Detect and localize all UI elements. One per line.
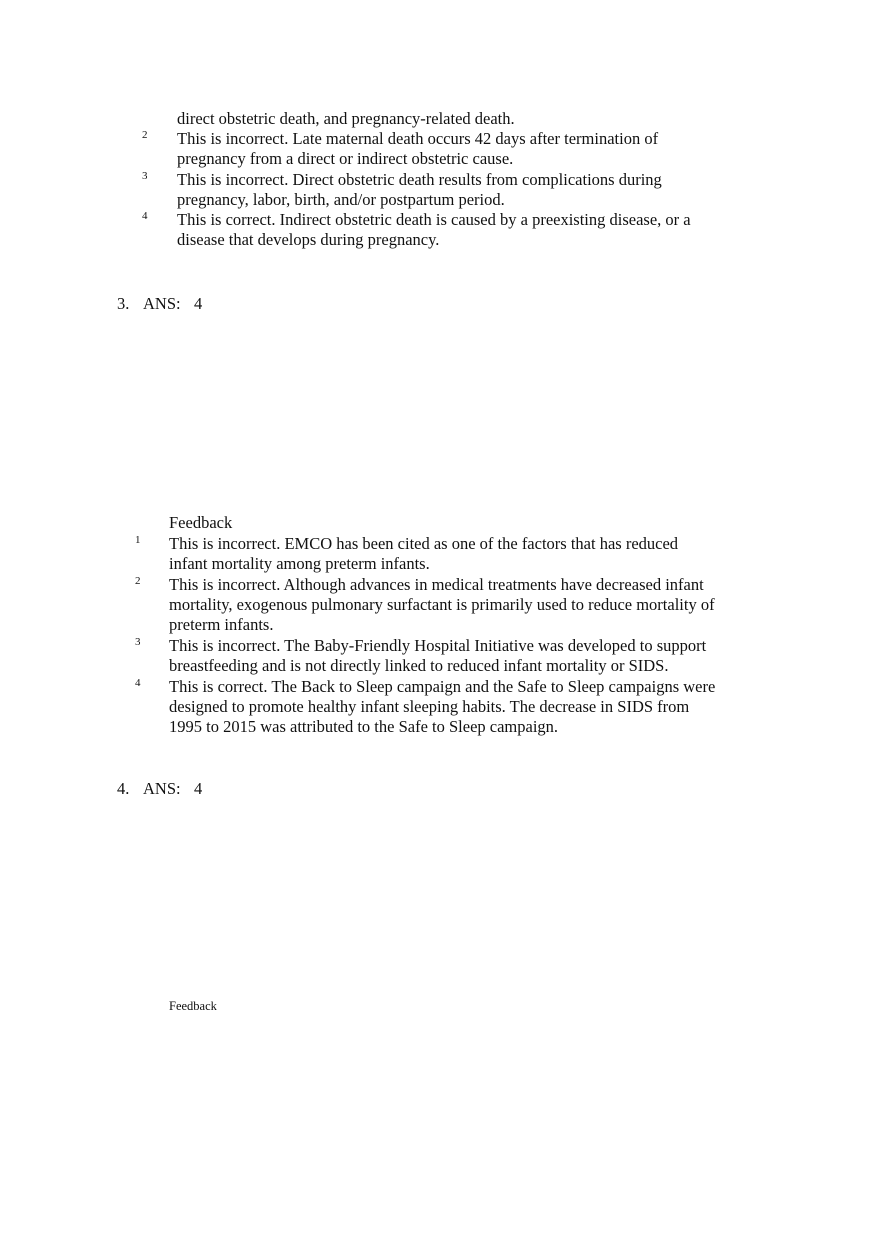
feedback-item-line: This is incorrect. EMCO has been cited as one of the factors that has reduced — [169, 534, 679, 553]
feedback-title: Feedback — [169, 513, 233, 532]
answer-value: 4 — [194, 779, 203, 798]
feedback-item-number: 3 — [135, 636, 141, 648]
feedback-item-line: This is incorrect. Although advances in medical treatments have decreased infant — [169, 575, 704, 594]
feedback-item-number: 1 — [135, 534, 141, 546]
ans-label: ANS: — [143, 294, 181, 313]
feedback-item-line: This is incorrect. The Baby-Friendly Hospital Initiative was developed to support — [169, 636, 707, 655]
feedback-item-number: 2 — [142, 129, 148, 141]
feedback-item-line: This is incorrect. Late maternal death occurs 42 days after termination of — [177, 129, 659, 148]
feedback-item-line: This is correct. The Back to Sleep campaign and the Safe to Sleep campaigns were — [169, 677, 716, 696]
feedback-item-number: 4 — [142, 210, 148, 222]
feedback-item-line: designed to promote healthy infant sleeping habits. The decrease in SIDS from — [169, 697, 690, 716]
feedback-item-number: 3 — [142, 170, 148, 182]
feedback-item-line: This is incorrect. Direct obstetric death results from complications during — [177, 170, 662, 189]
feedback-item-line: breastfeeding and is not directly linked to reduced infant mortality or SIDS. — [169, 656, 669, 675]
feedback-item-line: pregnancy, labor, birth, and/or postpartum period. — [177, 190, 505, 209]
feedback-item-line: disease that develops during pregnancy. — [177, 230, 440, 249]
question-number: 4. — [117, 779, 130, 798]
ans-label: ANS: — [143, 779, 181, 798]
answer-value: 4 — [194, 294, 203, 313]
feedback-item-number: 2 — [135, 575, 141, 587]
feedback-item-number: 4 — [135, 677, 141, 689]
feedback-item-line: preterm infants. — [169, 615, 274, 634]
feedback-title: Feedback — [169, 999, 217, 1013]
feedback-item-line: pregnancy from a direct or indirect obstetric cause. — [177, 149, 514, 168]
feedback-item-line: infant mortality among preterm infants. — [169, 554, 430, 573]
feedback-item-line: 1995 to 2015 was attributed to the Safe to Sleep campaign. — [169, 717, 559, 736]
question-number: 3. — [117, 294, 130, 313]
feedback-item-line: This is correct. Indirect obstetric death is caused by a preexisting disease, or a — [177, 210, 691, 229]
feedback-lead-line: direct obstetric death, and pregnancy-related death. — [177, 109, 515, 128]
feedback-item-line: mortality, exogenous pulmonary surfactant is primarily used to reduce mortality of — [169, 595, 715, 614]
